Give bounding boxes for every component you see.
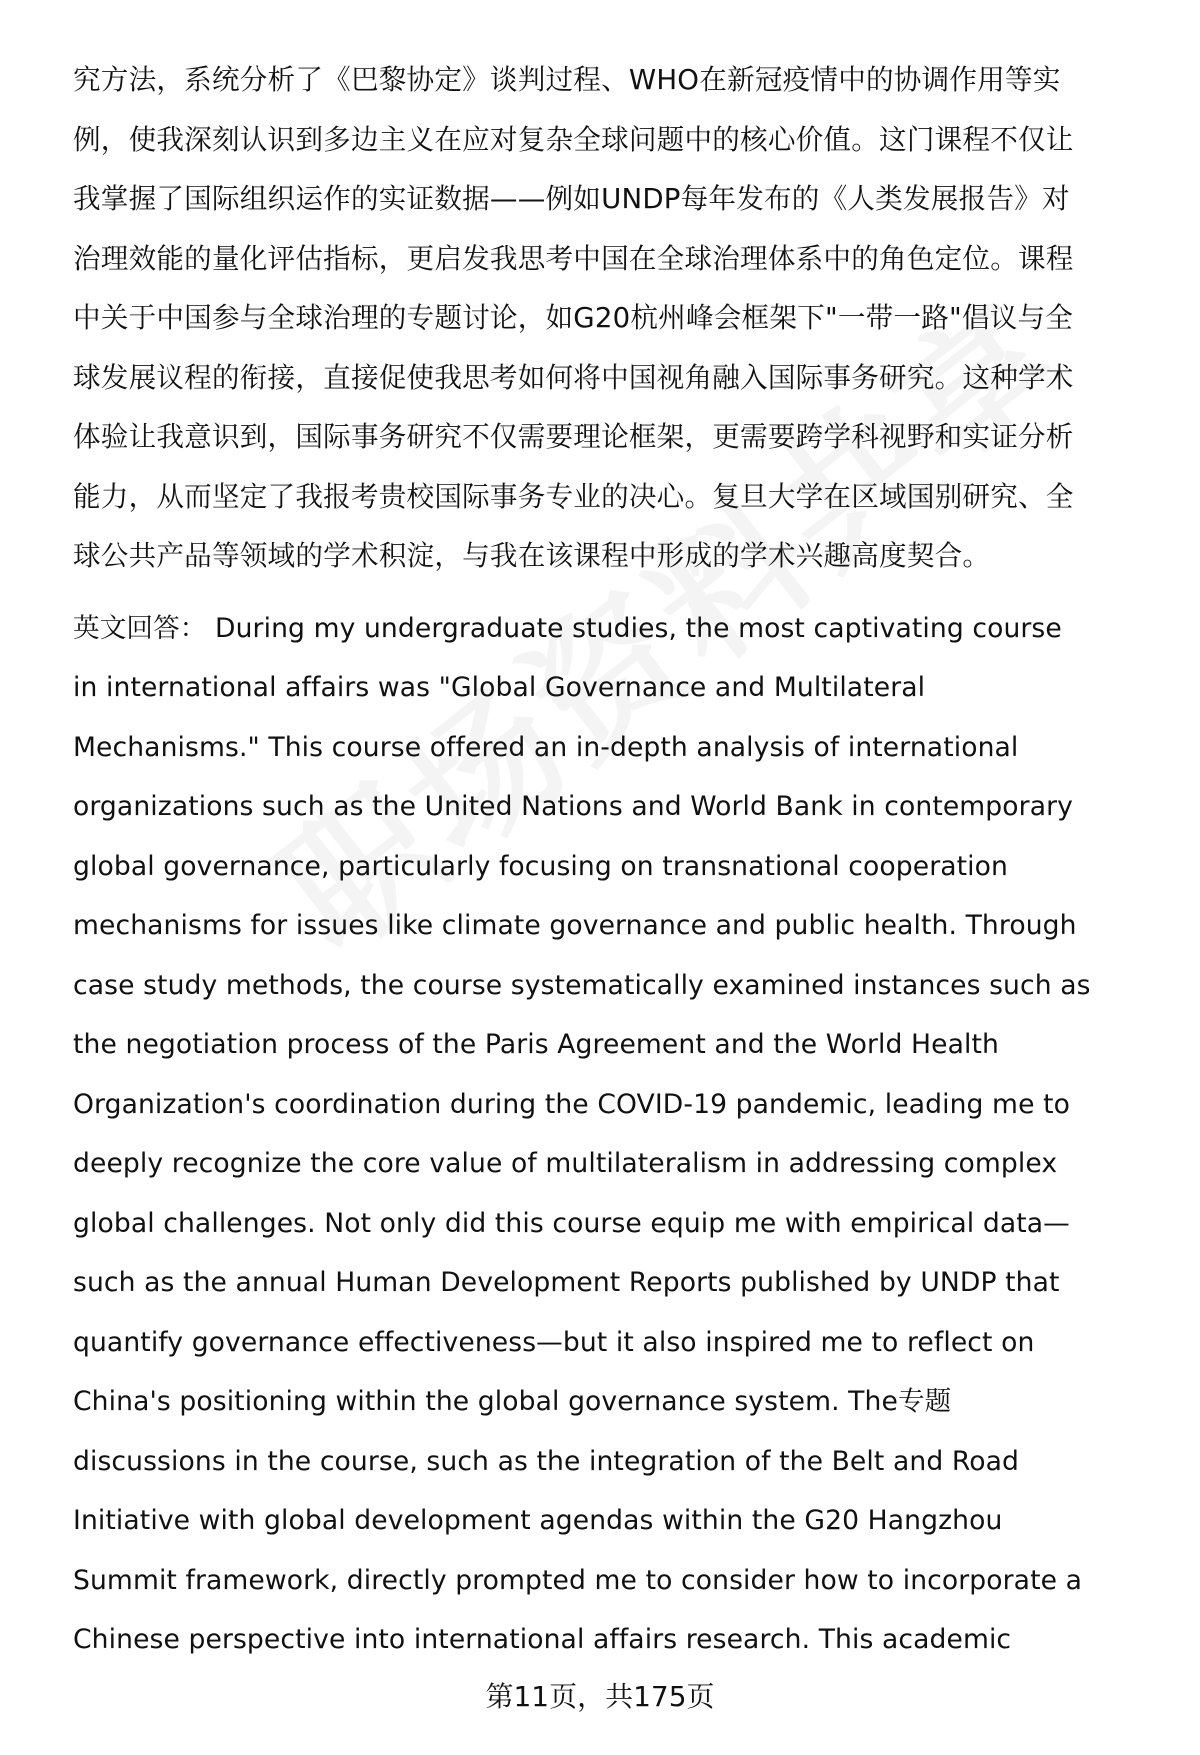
text-line: global governance, particularly focusing on transnational cooperation	[73, 850, 1008, 882]
text-line: 究方法，系统分析了《巴黎协定》谈判过程、WHO在新冠疫情中的协调作用等实	[73, 63, 1061, 96]
page-number-footer: 第11页，共175页	[485, 1680, 715, 1713]
page-content	[73, 50, 1153, 1670]
text-line: organizations such as the United Nations and World Bank in contemporary	[73, 791, 1073, 822]
text-line: such as the annual Human Development Reports published by UNDP that	[73, 1267, 1060, 1298]
english-answer-label: 英文回答：	[73, 612, 207, 644]
paragraph-gap	[73, 586, 1153, 599]
text-line: Organization's coordination during the COVID-19 pandemic, leading me to	[73, 1088, 1070, 1120]
text-line: 例，使我深刻认识到多边主义在应对复杂全球问题中的核心价值。这门课程不仅让	[73, 122, 1074, 156]
text-line: quantify governance effectiveness—but it also inspired me to reflect on	[73, 1326, 1035, 1358]
text-line: the negotiation process of the Paris Agreement and the World Health	[73, 1029, 999, 1060]
text-line	[73, 599, 1153, 659]
text-line: Summit framework, directly prompted me to consider how to incorporate a	[73, 1564, 1083, 1596]
text-line: Chinese perspective into international affairs research. This academic	[73, 1624, 1012, 1655]
text-line: Initiative with global development agendas within the G20 Hangzhou	[73, 1505, 1003, 1536]
text-line: global challenges. Not only did this course equip me with empirical data—	[73, 1207, 1070, 1239]
chinese-paragraph	[73, 50, 1153, 586]
english-answer-paragraph	[73, 599, 1153, 1670]
text-line: discussions in the course, such as the integration of the Belt and Road	[73, 1445, 1019, 1477]
text-line: mechanisms for issues like climate governance and public health. Through	[73, 910, 1077, 941]
text-line: China's positioning within the global governance system. The专题	[73, 1386, 952, 1417]
text-line: deeply recognize the core value of multilateralism in addressing complex	[73, 1148, 1058, 1179]
text-line: Mechanisms." This course offered an in-depth analysis of international	[73, 731, 1019, 763]
text-line: 我掌握了国际组织运作的实证数据——例如UNDP每年发布的《人类发展报告》对	[73, 182, 1070, 215]
text-line: 能力，从而坚定了我报考贵校国际事务专业的决心。复旦大学在区域国别研究、全	[73, 479, 1074, 513]
text-line: 治理效能的量化评估指标，更启发我思考中国在全球治理体系中的角色定位。课程	[73, 241, 1074, 275]
text-line: 球发展议程的衔接，直接促使我思考如何将中国视角融入国际事务研究。这种学术	[73, 360, 1074, 394]
english-answer-first-line: During my undergraduate studies, the most captivating course	[206, 612, 1062, 644]
text-line: 球公共产品等领域的学术积淀，与我在该课程中形成的学术兴趣高度契合。	[73, 539, 991, 572]
text-line: case study methods, the course systematically examined instances such as	[73, 969, 1091, 1001]
text-line: 中关于中国参与全球治理的专题讨论，如G20杭州峰会框架下"一带一路"倡议与全	[73, 301, 1074, 334]
text-line: 体验让我意识到，国际事务研究不仅需要理论框架，更需要跨学科视野和实证分析	[73, 420, 1074, 453]
text-line: in international affairs was "Global Governance and Multilateral	[73, 672, 926, 703]
